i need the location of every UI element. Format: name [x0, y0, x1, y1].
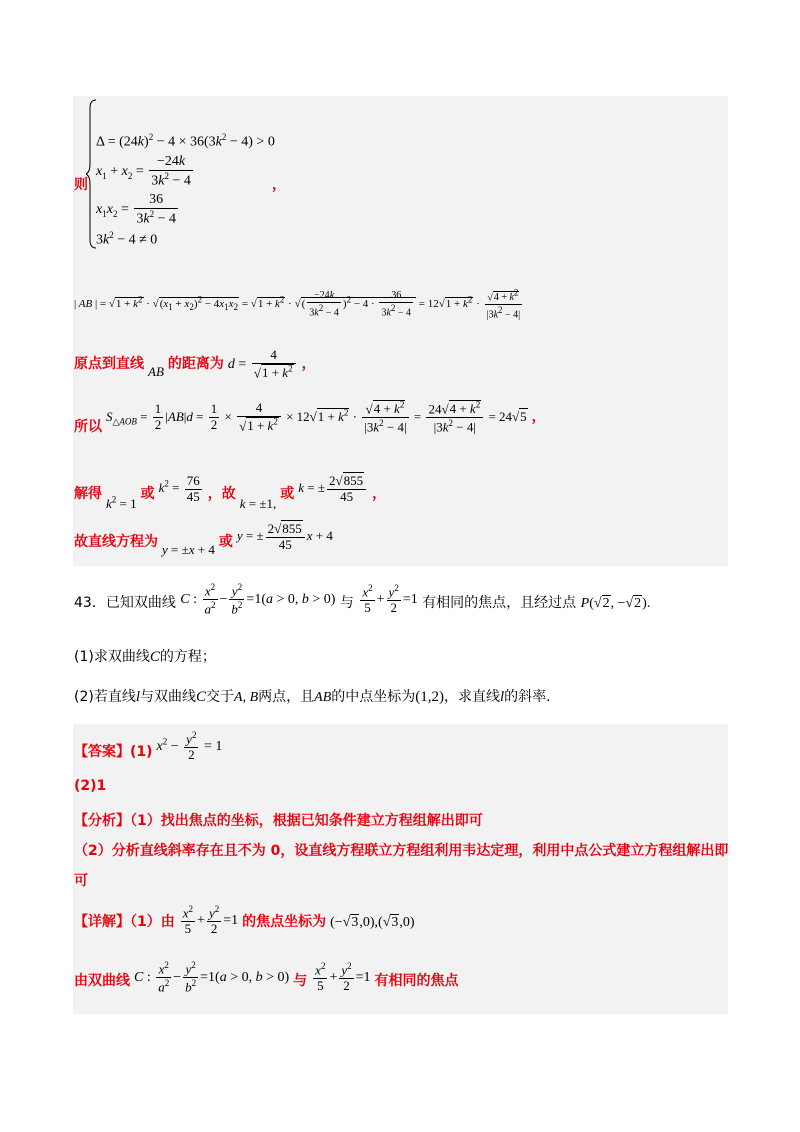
question-43-stem: 43．已知双曲线 C : $\frac{x^2}{a^2}$ − $\frac{y^2}{b^2}$ =1(a > 0, b > 0) 与 $\frac{x^2}{5}$ + $\frac{y^2}{2}$ =1 有相同的焦点，且经过点 P(√2, −√2). — [74, 582, 651, 617]
system-comma: ， — [272, 177, 286, 193]
system-line-4: $3k^2 - 4 \ne 0$ — [96, 230, 158, 248]
question-43-part1: (1)求双曲线C的方程； — [74, 649, 216, 665]
solve-line: 解得 $_{k^2 = 1}$ 或 $k^2$ = $\frac{76}{45}$ ，故 $_{k = \pm 1,}$ 或 k = ± $\frac{2√855}{45}$ ， — [74, 473, 387, 512]
system-line-3: $x_1x_2$ = $\frac{36}{3k^2 - 4}$ — [96, 192, 176, 227]
system-line-2: $x_1 + x_2$ = $\frac{-24k}{3k^2 - 4}$ — [96, 154, 191, 189]
distance-line: 原点到直线 $_{AB}$ 的距离为 d = $\frac{4}{√1 + k^2}$ ， — [74, 347, 316, 381]
area-line: 所以 $S_{\triangle AOB}$ = $\frac{1}{2}$ |AB|d = $\frac{1}{2}$ × $\frac{4}{√1 + k^2}$ × $12√1 + k^2$ · $\frac{√4 + k^2}{|3k^2 - 4|}$ = $\frac{24√4 + k^2}{|3k^2 - 4|}$ = 24√5 ， — [74, 400, 546, 435]
ze-label: 则 — [74, 177, 88, 193]
detail-line-2: 由双曲线 C : $\frac{x^2}{a^2}$ − $\frac{y^2}{b^2}$ =1(a > 0, b > 0) 与 $\frac{x^2}{5}$ + $\frac{y^2}{2}$ =1 有相同的焦点 — [74, 960, 459, 995]
system-line-1: $\Delta = (24k)^2 - 4 \times 36(3k^2 - 4) > 0$ — [96, 132, 275, 150]
detail-line-1: 【详解】（1）由 $\frac{x^2}{5}$ + $\frac{y^2}{2}$ =1 的焦点坐标为 (−√3,0),(√3,0) — [74, 904, 415, 937]
analysis-line-3: 可 — [74, 873, 88, 889]
answer-2: (2)1 — [74, 778, 107, 794]
answer-line: 【答案】(1) $x^2$ − $\frac{y^2}{2}$ = 1 — [74, 730, 223, 763]
analysis-line-1: 【分析】（1）找出焦点的坐标，根据已知条件建立方程组解出即可 — [74, 813, 483, 829]
line-equation-line: 故直线方程为 $_{y = \pm x + 4}$ 或 y = ± $\frac{2√855}{45}$ x + 4 — [74, 521, 333, 558]
question-43-part2: (2)若直线l与双曲线C交于A, B两点，且AB的中点坐标为(1,2)，求直线l的斜率. — [74, 689, 551, 705]
ab-length-formula: | AB | = $√1 + k^2 \cdot √(x_1 + x_2)^2 - 4x_1x_2 = √1 + k^2$ · √( $\frac{-24k}{3k^2 - 4}$ )$^2$ − 4 · $\frac{36}{3k^2 - 4}$ = $12√1 + k^2$ · $\frac{√4 + k^2}{|3k^2 - 4|}$ — [74, 288, 521, 321]
analysis-line-2: （2）分析直线斜率存在且不为 0，设直线方程联立方程组利用韦达定理，利用中点公式建立方程组解出即 — [74, 843, 729, 859]
